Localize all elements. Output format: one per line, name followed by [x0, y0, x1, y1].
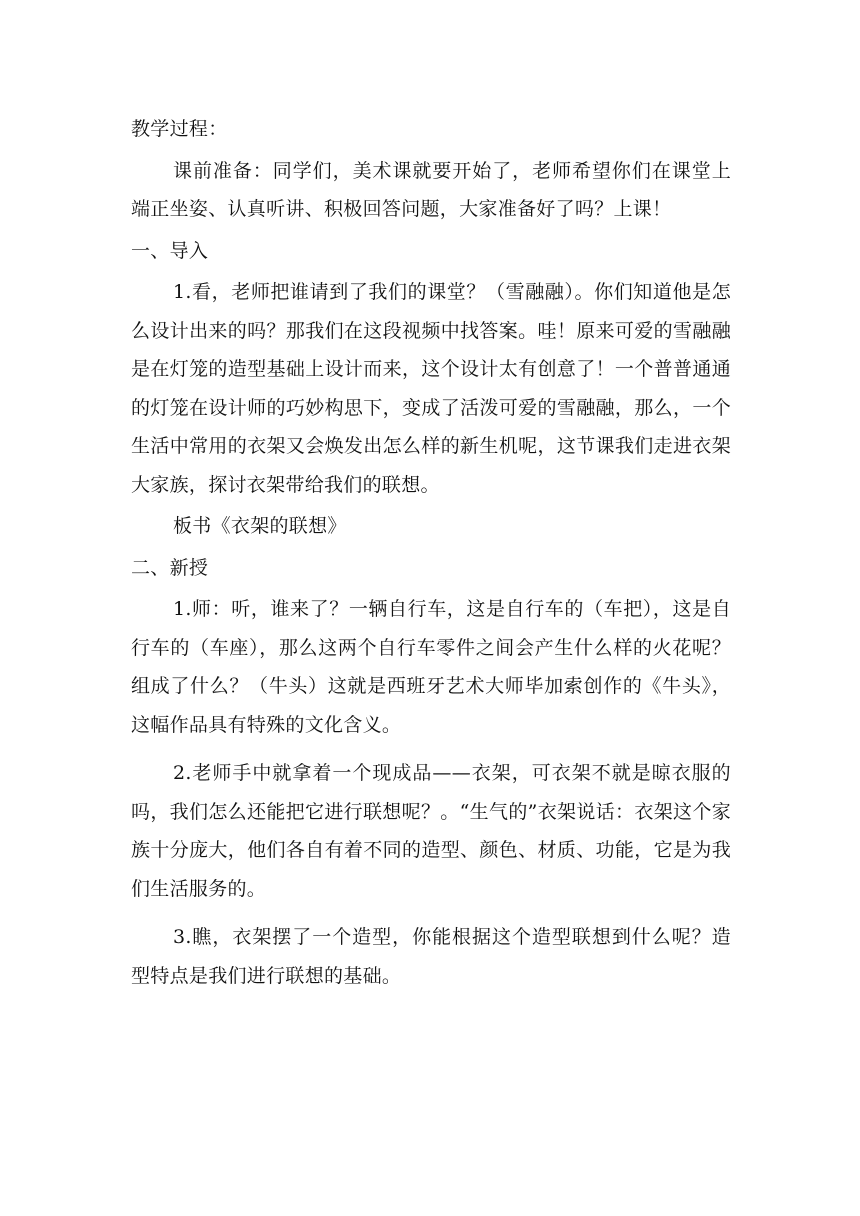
board-title: 板书《衣架的联想》 — [173, 515, 347, 537]
section-title-intro: 一、导入 — [131, 239, 209, 262]
intro-paragraph-1: 1.看，老师把谁请到了我们的课堂？（雪融融）。你们知道他是怎么设计出来的吗？那我们在这段视频中找答案。哇！原来可爱的雪融融是在灯笼的造型基础上设计而来，这个设计太有创意了！一个普普通通的灯笼在设计师的巧妙构思下，变成了活泼可爱的雪融融，那么，一个生活中常用的衣架又会焕发出怎么样的新生机呢，这节课我们走进衣架大家族，探讨衣架带给我们的联想。 — [131, 281, 731, 496]
document-body — [131, 110, 731, 995]
process-heading: 教学过程： — [131, 118, 228, 140]
prep-paragraph: 课前准备：同学们，美术课就要开始了，老师希望你们在课堂上端正坐姿、认真听讲、积极回答问题，大家准备好了吗？上课！ — [131, 159, 731, 220]
section-title-new: 二、新授 — [131, 556, 209, 579]
new-paragraph-2: 2.老师手中就拿着一个现成品——衣架，可衣架不就是晾衣服的吗，我们怎么还能把它进行联想呢？。“生气的”衣架说话：衣架这个家族十分庞大，他们各自有着不同的造型、颜色、材质、功能，它是为我们生活服务的。 — [131, 762, 731, 900]
new-paragraph-3: 3.瞧，衣架摆了一个造型，你能根据这个造型联想到什么呢？造型特点是我们进行联想的基础。 — [131, 926, 731, 987]
new-paragraph-1: 1.师：听，谁来了？一辆自行车，这是自行车的（车把），这是自行车的（车座），那么这两个自行车零件之间会产生什么样的火花呢？组成了什么？（牛头）这就是西班牙艺术大师毕加索创作的《牛头》，这幅作品具有特殊的文化含义。 — [131, 598, 731, 736]
